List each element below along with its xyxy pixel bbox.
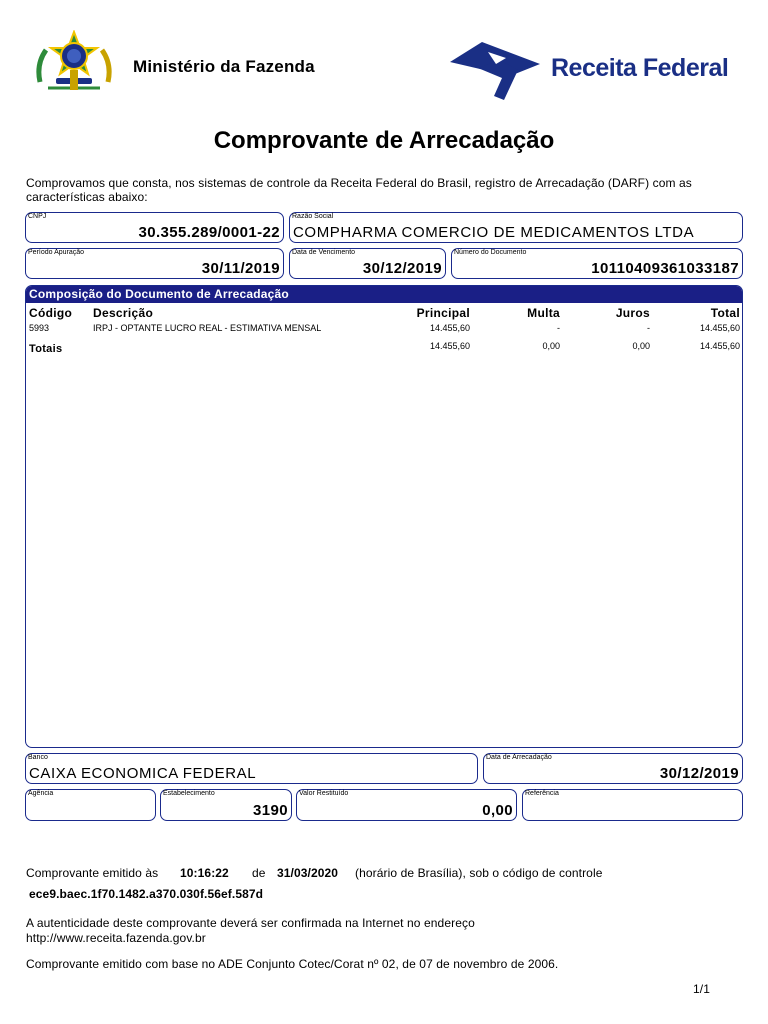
- agencia-label: Agência: [28, 790, 54, 797]
- valor-restituido-value: 0,00: [482, 802, 513, 819]
- referencia-field: [522, 789, 743, 821]
- periodo-apuracao-label: Período Apuração: [28, 249, 85, 256]
- periodo-apuracao-field: [25, 248, 284, 279]
- banco-value: CAIXA ECONOMICA FEDERAL: [29, 765, 257, 782]
- header-total: Total: [710, 306, 740, 320]
- agency-name: Receita Federal: [551, 54, 729, 82]
- auth-url-link[interactable]: http://www.receita.fazenda.gov.br: [26, 931, 206, 945]
- banco-label: Banco: [28, 754, 48, 761]
- data-arrecadacao-value: 30/12/2019: [659, 765, 739, 782]
- data-arrecadacao-label: Data de Arrecadação: [486, 754, 552, 761]
- numero-documento-label: Número do Documento: [454, 249, 527, 256]
- data-vencimento-label: Data de Vencimento: [292, 249, 356, 256]
- emitted-suffix: (horário de Brasília), sob o código de controle: [355, 866, 603, 880]
- header-descricao: Descrição: [93, 306, 154, 320]
- header-multa: Multa: [527, 306, 560, 320]
- control-code: ece9.baec.1f70.1482.a370.030f.56ef.587d: [29, 887, 264, 901]
- valor-restituido-field: [296, 789, 517, 821]
- page-number: 1/1: [693, 982, 710, 996]
- header-principal: Principal: [416, 306, 470, 320]
- intro-text: Comprovamos que consta, nos sistemas de controle da Receita Federal do Brasil, registro de Arrecadação (DARF) com as características abaixo:: [26, 176, 692, 204]
- row-juros: -: [647, 323, 650, 333]
- numero-documento-field: [451, 248, 743, 279]
- totals-label: Totais: [29, 343, 63, 355]
- razao-social-field: [289, 212, 743, 243]
- ministry-name: Ministério da Fazenda: [133, 57, 315, 76]
- emitted-time: 10:16:22: [180, 866, 229, 880]
- estabelecimento-label: Estabelecimento: [163, 790, 215, 797]
- estabelecimento-field: [160, 789, 292, 821]
- emitted-prefix: Comprovante emitido às: [26, 866, 159, 880]
- totals-principal: 14.455,60: [429, 341, 470, 351]
- cnpj-value: 30.355.289/0001-22: [138, 224, 280, 241]
- periodo-apuracao-value: 30/11/2019: [201, 260, 280, 277]
- row-codigo: 5993: [29, 323, 50, 333]
- agencia-field: [25, 789, 156, 821]
- cnpj-label: CNPJ: [28, 213, 47, 220]
- data-arrecadacao-field: [483, 753, 743, 784]
- valor-restituido-label: Valor Restituído: [299, 790, 349, 797]
- header-codigo: Código: [29, 306, 73, 320]
- composition-title: Composição do Documento de Arrecadação: [26, 286, 742, 303]
- banco-field: [25, 753, 478, 784]
- estabelecimento-value: 3190: [253, 802, 288, 819]
- referencia-label: Referência: [525, 790, 559, 797]
- data-vencimento-value: 30/12/2019: [362, 260, 442, 277]
- emitted-de: de: [252, 866, 266, 880]
- row-total: 14.455,60: [699, 323, 740, 333]
- razao-social-value: COMPHARMA COMERCIO DE MEDICAMENTOS LTDA: [293, 224, 695, 241]
- row-descricao: IRPJ - OPTANTE LUCRO REAL - ESTIMATIVA MENSAL: [93, 323, 322, 333]
- row-multa: -: [557, 323, 560, 333]
- composition-panel: [25, 285, 743, 748]
- header-juros: Juros: [615, 306, 650, 320]
- totals-juros: 0,00: [632, 341, 650, 351]
- totals-multa: 0,00: [542, 341, 560, 351]
- auth-line: A autenticidade deste comprovante deverá ser confirmada na Internet no endereço: [26, 916, 475, 930]
- emitted-date: 31/03/2020: [277, 866, 339, 880]
- numero-documento-value: 10110409361033187: [591, 260, 739, 277]
- razao-social-label: Razão Social: [292, 213, 334, 220]
- totals-total: 14.455,60: [699, 341, 740, 351]
- page-title: Comprovante de Arrecadação: [213, 127, 555, 154]
- data-vencimento-field: [289, 248, 446, 279]
- row-principal: 14.455,60: [429, 323, 470, 333]
- receita-federal-logo-icon: [448, 38, 546, 102]
- cnpj-field: [25, 212, 284, 243]
- legal-note: Comprovante emitido com base no ADE Conjunto Cotec/Corat nº 02, de 07 de novembro de 2006.: [26, 957, 559, 971]
- brazil-coat-of-arms-icon: [34, 30, 114, 102]
